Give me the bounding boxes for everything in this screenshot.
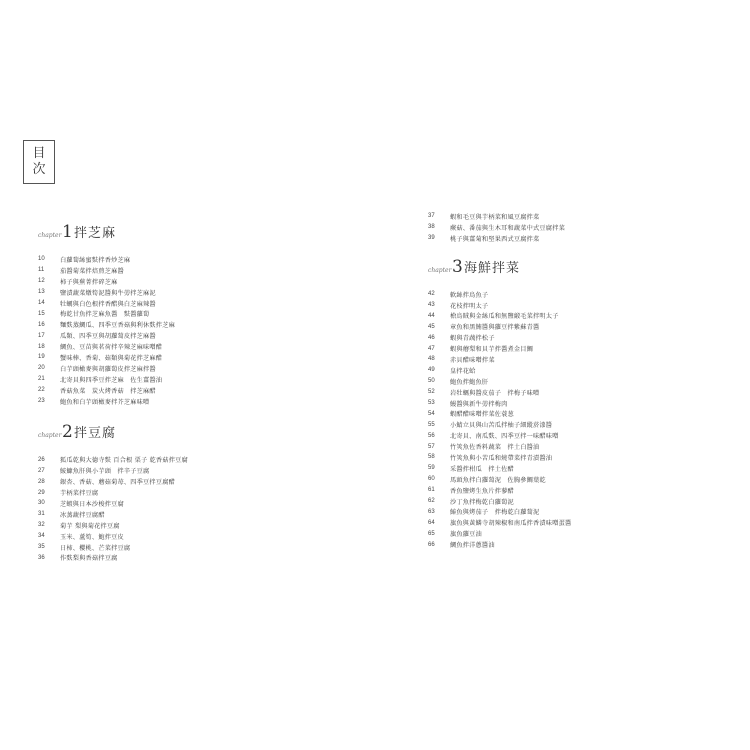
entry-page: 34 — [38, 533, 45, 540]
entry-page: 52 — [428, 389, 435, 396]
entry-page: 14 — [38, 300, 45, 306]
entry-title: 皇拌花蛤 — [450, 367, 476, 375]
entry-page: 39 — [428, 235, 435, 242]
entry-page: 10 — [38, 256, 45, 263]
entry-page: 66 — [428, 541, 435, 548]
entry-title: 沙丁魚拌梅乾白蘿蔔泥 — [450, 498, 514, 506]
entry-title: 蝦與青蔬拌松子 — [450, 335, 495, 343]
entry-page: 27 — [38, 467, 45, 474]
entry-page: 36 — [38, 554, 45, 561]
entry-page: 46 — [428, 334, 435, 341]
entry-title: 旗魚蘿豆油 — [450, 531, 482, 539]
entry-page: 44 — [428, 312, 435, 319]
toc-title-char-2: 次 — [32, 162, 46, 177]
toc-entry[interactable] — [428, 506, 748, 517]
toc-entry[interactable] — [38, 265, 378, 276]
toc-entry[interactable] — [428, 321, 748, 332]
entry-page: 35 — [38, 544, 45, 551]
entry-page: 26 — [38, 456, 45, 463]
toc-entry[interactable] — [38, 487, 378, 498]
toc-entry[interactable] — [428, 528, 748, 539]
entry-title: 北寄貝、南瓜麩、四季豆拌一味醋味噌 — [450, 433, 559, 441]
toc-entry[interactable] — [38, 341, 378, 352]
entry-title: 桃子與薑菊和堅果西式豆腐拌菜 — [450, 235, 540, 243]
entry-title: 柿子與蕪菁拌碎芝麻 — [60, 278, 118, 286]
entry-title: 香魚鹽烤生魚片拌蓼醋 — [450, 487, 514, 495]
toc-entry[interactable] — [38, 509, 378, 520]
entry-page: 55 — [428, 421, 435, 428]
entry-title: 竹筴魚佐香料蔬菜 拌土白醬油 — [450, 444, 540, 452]
entry-page: 47 — [428, 345, 435, 352]
chapter-word: chapter — [428, 266, 452, 274]
entry-page: 65 — [428, 530, 435, 537]
entry-page: 50 — [428, 378, 435, 385]
entry-page: 38 — [428, 224, 435, 231]
entry-page: 28 — [38, 478, 45, 485]
chapter-title: 拌豆腐 — [74, 426, 117, 442]
toc-entry[interactable] — [38, 287, 378, 298]
entry-title: 旗魚與黃鱗寺胡辣椒和南瓜拌香漬味噌蛋醬 — [450, 520, 572, 528]
entry-page: 19 — [38, 354, 45, 361]
toc-entry[interactable] — [428, 376, 748, 387]
entry-title: 赤貝醋味噌拌菜 — [450, 356, 495, 364]
toc-entry[interactable] — [38, 276, 378, 287]
toc-entry[interactable] — [428, 430, 748, 441]
entry-title: 蟹味棒、香菊、菇類與菊花拌芝麻醋 — [60, 354, 163, 362]
entry-title: 鰆魚與烤茄子 拌梅乾白蘿蔔泥 — [450, 509, 540, 517]
toc-entry[interactable] — [38, 363, 378, 374]
toc-title-box — [23, 140, 55, 184]
entry-title: 鮟鱇魚肝與小芋頭 拌辛子豆腐 — [60, 468, 150, 476]
entry-page: 48 — [428, 356, 435, 363]
entry-page: 20 — [38, 365, 45, 372]
toc-entry[interactable] — [428, 343, 748, 354]
entry-page: 11 — [38, 267, 45, 274]
toc-title-char-1: 目 — [32, 146, 46, 161]
entry-title: 鮑魚拌鮑魚肝 — [450, 378, 489, 386]
toc-entry[interactable] — [428, 419, 748, 430]
entry-title: 蕨菇、番茄與生木耳和蔬菜中式豆腐拌菜 — [450, 224, 565, 232]
entry-page: 22 — [38, 387, 45, 394]
entry-title: 狐瓜乾與大德寺麩 百合根 栗子 乾香菇拌豆腐 — [60, 457, 188, 465]
entry-title: 菊芋 梨與菊花拌豆腐 — [60, 522, 120, 530]
entry-title: 銀杏、香菇、蘑菇菊苺、四季豆拌豆腐醋 — [60, 479, 175, 487]
entry-title: 蝦與蘑梨和貝芋拌醬煮金目鯛 — [450, 346, 534, 354]
chapter-2-heading — [38, 422, 378, 446]
entry-page: 23 — [38, 398, 45, 405]
entry-title: 采醬拌柑瓜 拌土佐醋 — [450, 465, 514, 473]
chapter-number: 1 — [62, 222, 73, 242]
entry-page: 62 — [428, 498, 435, 505]
entry-page: 43 — [428, 302, 435, 308]
entry-page: 42 — [428, 291, 435, 298]
entry-page: 56 — [428, 432, 435, 439]
chapter-word: chapter — [38, 432, 62, 440]
toc-entry[interactable] — [428, 441, 748, 452]
toc-entry[interactable] — [38, 454, 378, 465]
entry-page: 30 — [38, 500, 45, 507]
entry-page: 64 — [428, 519, 435, 526]
toc-entry[interactable] — [38, 531, 378, 542]
toc-left-column — [38, 218, 378, 563]
toc-entry[interactable] — [38, 542, 378, 553]
toc-right-column — [428, 211, 748, 550]
entry-page: 60 — [428, 476, 435, 483]
toc-entry[interactable] — [428, 408, 748, 419]
entry-title: 茄醬菊菜拌焙煎芝麻醬 — [60, 267, 124, 275]
chapter-title: 拌芝麻 — [74, 226, 117, 241]
toc-entry[interactable] — [428, 289, 748, 300]
entry-title: 蝦醋醋味噌拌菜佐蓑葱 — [450, 411, 514, 419]
chapter-3-heading — [428, 257, 748, 281]
toc-entry[interactable] — [38, 374, 378, 385]
chapter-2-continued-entries — [428, 211, 748, 244]
entry-page: 16 — [38, 321, 45, 328]
chapter-title: 海鮮拌菜 — [464, 260, 521, 276]
chapter-number: 2 — [62, 422, 73, 443]
chapter-number: 3 — [452, 256, 463, 277]
toc-entry[interactable] — [38, 330, 378, 341]
chapter-1-heading — [38, 222, 378, 246]
entry-page: 61 — [428, 487, 435, 494]
entry-title: 芋柄菜拌豆腐 — [60, 490, 99, 498]
entry-title: 花枝拌明太子 — [450, 302, 489, 310]
toc-entry[interactable] — [38, 319, 378, 330]
entry-page: 18 — [38, 343, 45, 350]
chapter-1-entries — [38, 254, 378, 406]
toc-entry[interactable] — [38, 298, 378, 309]
entry-title: 瓜類、四季豆與胡蘿蔔皮拌芝麻醬 — [60, 333, 156, 341]
toc-entry[interactable] — [38, 476, 378, 487]
entry-title: 麵麩蒸鯛瓜、四季豆香菇與利休麩拌芝麻 — [60, 322, 175, 330]
chapter-2-entries — [38, 454, 378, 563]
chapter-3-entries — [428, 289, 748, 550]
toc-entry[interactable] — [428, 496, 748, 507]
toc-entry[interactable] — [428, 211, 748, 222]
entry-title: 牡蠣與白色根拌香醋與白芝麻辣醬 — [60, 300, 156, 308]
entry-page: 32 — [38, 522, 45, 529]
toc-entry[interactable] — [428, 452, 748, 463]
entry-page: 49 — [428, 367, 435, 374]
entry-page: 63 — [428, 508, 435, 515]
toc-entry[interactable] — [38, 396, 378, 407]
toc-entry[interactable] — [38, 465, 378, 476]
toc-entry[interactable] — [38, 498, 378, 509]
entry-title: 香菇魚菜 炭火烤香菇 拌芝麻醋 — [60, 387, 156, 395]
entry-title: 章魚和黑鮪醬與蘿豆拌紫蘇青醬 — [450, 324, 540, 332]
entry-page: 21 — [38, 376, 45, 383]
toc-entry[interactable] — [38, 552, 378, 563]
entry-title: 馬頭魚拌白蘿蔔泥 佐胸參鯛葉乾 — [450, 476, 546, 484]
entry-title: 鰻醬與新牛蒡拌梅肉 — [450, 400, 508, 408]
entry-page: 58 — [428, 454, 435, 461]
entry-title: 鮑魚和白芋頭橄麥拌芥芝麻味噌 — [60, 398, 150, 406]
entry-title: 蝦和毛豆與芋柄菜和風豆腐拌菜 — [450, 213, 540, 221]
entry-page: 17 — [38, 332, 45, 339]
entry-title: 冰蒸蔬拌豆腐醋 — [60, 511, 105, 519]
entry-page: 37 — [428, 213, 435, 220]
toc-entry[interactable] — [428, 485, 748, 496]
entry-title: 鹽漬蔬菜燉筍泥醬與牛蒡拌芝麻泥 — [60, 289, 156, 297]
toc-entry[interactable] — [428, 365, 748, 376]
entry-title: 北寄貝與四季豆拌芝麻 佐生薑醬油 — [60, 376, 163, 384]
toc-entry[interactable] — [38, 308, 378, 319]
toc-entry[interactable] — [428, 300, 748, 311]
entry-title: 軟絲拌烏魚子 — [450, 291, 489, 299]
toc-entry[interactable] — [428, 222, 748, 233]
entry-page: 59 — [428, 465, 435, 472]
entry-page: 15 — [38, 310, 45, 317]
entry-title: 白蘿蔔絲蜜麩拌香炒芝麻 — [60, 256, 131, 264]
entry-title: 芝蝦與日本沙梭拌豆腐 — [60, 500, 124, 508]
toc-entry[interactable] — [38, 385, 378, 396]
entry-page: 45 — [428, 323, 435, 330]
toc-entry[interactable] — [428, 463, 748, 474]
entry-page: 13 — [38, 289, 45, 296]
entry-title: 梅乾甘魚拌芝麻魚醬 麩醬蘿蔔 — [60, 311, 150, 319]
entry-title: 日柿、櫻桃、芒菜拌豆腐 — [60, 544, 131, 552]
toc-entry[interactable] — [428, 539, 748, 550]
chapter-word: chapter — [38, 232, 62, 239]
toc-entry[interactable] — [428, 517, 748, 528]
toc-entry[interactable] — [428, 332, 748, 343]
toc-entry[interactable] — [428, 474, 748, 485]
toc-entry[interactable] — [428, 310, 748, 321]
entry-title: 鯛魚、豆苗與茗荷拌辛辣芝麻味噌醋 — [60, 344, 163, 352]
entry-title: 槍烏賊與金絲瓜和無鹽緞毛菜拌明太子 — [450, 313, 559, 321]
entry-page: 53 — [428, 400, 435, 407]
entry-title: 小鯖立貝與山苦瓜拌柚子細縱菸漆醬 — [450, 422, 553, 430]
entry-title: 竹筴魚與小苦瓜和燒帶菜拌青漬醬油 — [450, 454, 553, 462]
entry-title: 岩牡蠣與醬皮茄子 拌梅子味噌 — [450, 389, 540, 397]
entry-title: 作麩梨與香菇拌豆腐 — [60, 555, 118, 563]
entry-title: 白芋頭橄麥與胡蘿蔔皮拌芝麻拌醬 — [60, 365, 156, 373]
entry-page: 57 — [428, 443, 435, 450]
entry-title: 玉米、蘆筍、鮑拌豆皮 — [60, 533, 124, 541]
toc-entry[interactable] — [38, 254, 378, 265]
entry-page: 29 — [38, 489, 45, 496]
entry-page: 31 — [38, 511, 45, 518]
entry-page: 54 — [428, 410, 435, 417]
entry-title: 鯛魚拌洋蔥醬油 — [450, 542, 495, 550]
toc-entry[interactable] — [428, 233, 748, 244]
toc-entry[interactable] — [428, 398, 748, 409]
toc-entry[interactable] — [428, 387, 748, 398]
toc-entry[interactable] — [428, 354, 748, 365]
toc-entry[interactable] — [38, 352, 378, 363]
entry-page: 12 — [38, 278, 45, 285]
toc-entry[interactable] — [38, 520, 378, 531]
